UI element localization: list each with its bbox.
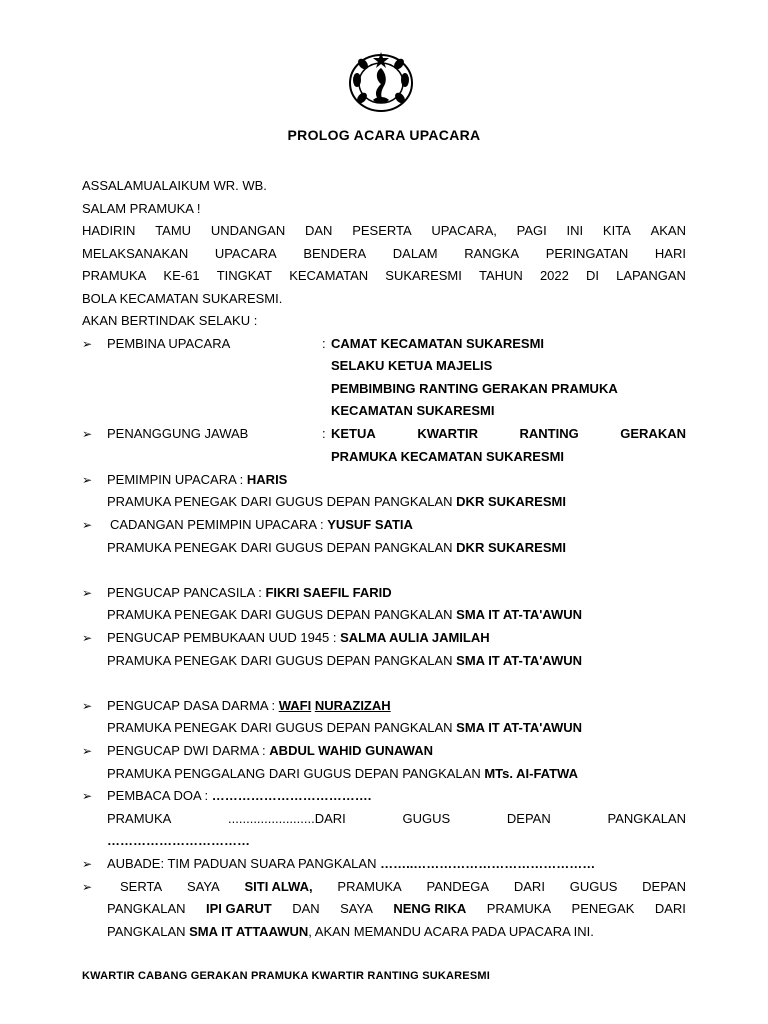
doa-row: PEMBACA DOA : ……………………………….	[107, 788, 372, 803]
doa-unit-blank: ……………………………	[107, 833, 250, 848]
bullet-arrow-icon: ➢	[82, 857, 93, 871]
salute: SALAM PRAMUKA !	[82, 201, 201, 216]
bullet-arrow-icon: ➢	[82, 337, 93, 351]
penanggung-line-2: PRAMUKA KECAMATAN SUKARESMI	[331, 449, 565, 464]
dwi-row: PENGUCAP DWI DARMA : ABDUL WAHID GUNAWAN	[107, 743, 433, 758]
uud-desc: PRAMUKA PENEGAK DARI GUGUS DEPAN PANGKALAN SMA IT AT-TA'AWUN	[107, 653, 583, 668]
penanggung-colon: :	[322, 426, 326, 441]
pembina-line-3: PEMBIMBING RANTING GERAKAN PRAMUKA	[331, 381, 618, 396]
dwi-desc: PRAMUKA PENGGALANG DARI GUGUS DEPAN PANGKALAN MTs. AI-FATWA	[107, 766, 578, 781]
doa-desc: PRAMUKA ........................DARI GUGUS DEPAN PANGKALAN	[107, 811, 686, 826]
pancasila-desc: PRAMUKA PENEGAK DARI GUGUS DEPAN PANGKALAN SMA IT AT-TA'AWUN	[107, 607, 583, 622]
bullet-arrow-icon: ➢	[82, 699, 93, 713]
dasa-row: PENGUCAP DASA DARMA : WAFI NURAZIZAH	[107, 698, 391, 713]
pembina-line-4: KECAMATAN SUKARESMI	[331, 403, 495, 418]
pancasila-row: PENGUCAP PANCASILA : FIKRI SAEFIL FARID	[107, 585, 392, 600]
uud-row: PENGUCAP PEMBUKAAN UUD 1945 : SALMA AULIA JAMILAH	[107, 630, 490, 645]
intro-line-3: PRAMUKA KE-61 TINGKAT KECAMATAN SUKARESMI TAHUN 2022 DI LAPANGAN	[82, 268, 686, 283]
intro-line-4: BOLA KECAMATAN SUKARESMI.	[82, 291, 283, 306]
pemimpin-desc: PRAMUKA PENEGAK DARI GUGUS DEPAN PANGKALAN DKR SUKARESMI	[107, 494, 566, 509]
intro-line-2: MELAKSANAKAN UPACARA BENDERA DALAM RANGKA PERINGATAN HARI	[82, 246, 686, 261]
bullet-arrow-icon: ➢	[82, 631, 93, 645]
closing-line-1: SERTA SAYA SITI ALWA, PRAMUKA PANDEGA DARI GUGUS DEPAN	[120, 879, 686, 894]
cadangan-desc: PRAMUKA PENEGAK DARI GUGUS DEPAN PANGKALAN DKR SUKARESMI	[107, 540, 566, 555]
bullet-arrow-icon: ➢	[82, 880, 93, 894]
bullet-arrow-icon: ➢	[82, 518, 93, 532]
penanggung-line-1: KETUA KWARTIR RANTING GERAKAN	[331, 426, 686, 441]
pembina-colon: :	[322, 336, 326, 351]
closing-line-3: PANGKALAN SMA IT ATTAAWUN, AKAN MEMANDU ACARA PADA UPACARA INI.	[107, 924, 594, 939]
intro-line-1: HADIRIN TAMU UNDANGAN DAN PESERTA UPACARA, PAGI INI KITA AKAN	[82, 223, 686, 238]
bullet-arrow-icon: ➢	[82, 427, 93, 441]
cadangan-row: CADANGAN PEMIMPIN UPACARA : YUSUF SATIA	[110, 517, 413, 532]
pembina-label: PEMBINA UPACARA	[107, 336, 231, 351]
pembina-line-1: CAMAT KECAMATAN SUKARESMI	[331, 336, 545, 351]
greeting: ASSALAMUALAIKUM WR. WB.	[82, 178, 267, 193]
pramuka-emblem-logo	[343, 50, 419, 114]
footer-text: KWARTIR CABANG GERAKAN PRAMUKA KWARTIR RANTING SUKARESMI	[82, 970, 491, 982]
aubade-row: AUBADE: TIM PADUAN SUARA PANGKALAN ……..……………………………………	[107, 856, 596, 871]
bullet-arrow-icon: ➢	[82, 586, 93, 600]
dasa-desc: PRAMUKA PENEGAK DARI GUGUS DEPAN PANGKALAN SMA IT AT-TA'AWUN	[107, 720, 583, 735]
document-title: PROLOG ACARA UPACARA	[287, 127, 481, 143]
penanggung-label: PENANGGUNG JAWAB	[107, 426, 249, 441]
pembina-line-2: SELAKU KETUA MAJELIS	[331, 358, 493, 373]
bullet-arrow-icon: ➢	[82, 789, 93, 803]
closing-line-2: PANGKALAN IPI GARUT DAN SAYA NENG RIKA PRAMUKA PENEGAK DARI	[107, 901, 686, 916]
pemimpin-row: PEMIMPIN UPACARA : HARIS	[107, 472, 288, 487]
acting-as-heading: AKAN BERTINDAK SELAKU :	[82, 313, 258, 328]
bullet-arrow-icon: ➢	[82, 744, 93, 758]
bullet-arrow-icon: ➢	[82, 473, 93, 487]
